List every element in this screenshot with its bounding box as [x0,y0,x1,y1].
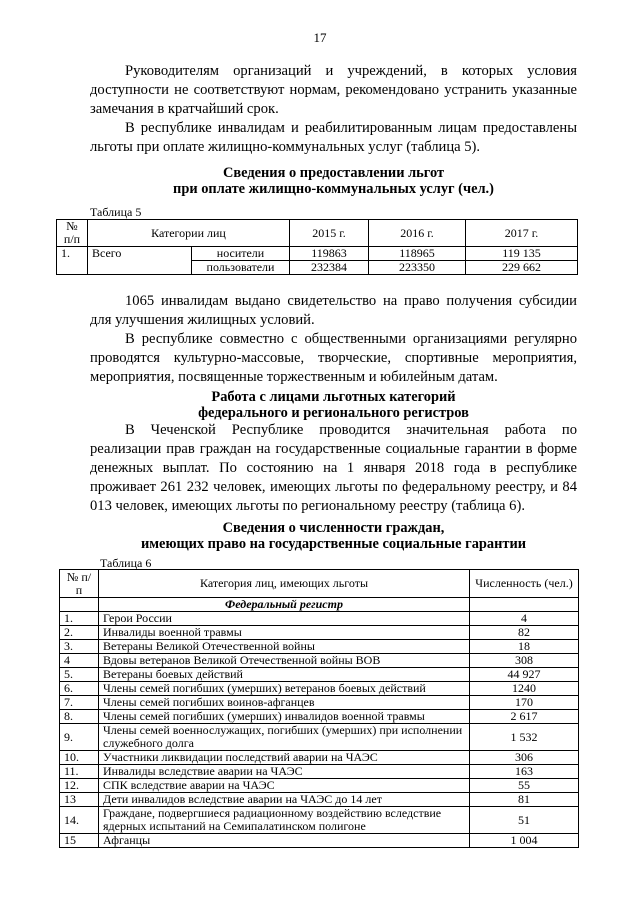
table-cell: 51 [470,807,579,834]
table-row [60,626,579,640]
table-cell: 11. [60,765,99,779]
table-cell: 4 [470,612,579,626]
intro-text [90,62,577,157]
table-row [60,682,579,696]
table-cell: Члены семей военнослужащих, погибших (умерших) при исполнении служебного долга [99,724,470,751]
table-cell: Ветераны Великой Отечественной войны [99,640,470,654]
table-cell: 81 [470,793,579,807]
table-cell: 10. [60,751,99,765]
table-cell: 1. [57,247,88,275]
table-cell: 14. [60,807,99,834]
table-cell: 7. [60,696,99,710]
table-row [60,834,579,848]
table-row [60,765,579,779]
table-cell: 119 135 [466,247,578,261]
table-cell: 13 [60,793,99,807]
table-cell: 118965 [369,247,466,261]
table-cell: Граждане, подвергшиеся радиационному воздействию вследствие ядерных испытаний на Семипалатинском полигоне [99,807,470,834]
table-cell: Инвалиды военной травмы [99,626,470,640]
table-cell: 55 [470,779,579,793]
table-caption: Таблица 6 [100,556,152,570]
heading-line: при оплате жилищно-коммунальных услуг (чел.) [173,181,494,197]
table-cell: Герои России [99,612,470,626]
table-row [60,793,579,807]
table-cell: 229 662 [466,261,578,275]
empty-cell [470,598,579,612]
table-cell: 1240 [470,682,579,696]
header-cell: Категория лиц, имеющих льготы [99,570,470,598]
heading-line: федерального и регионального регистров [198,405,469,421]
table-cell: 1 532 [470,724,579,751]
paragraph: В республике инвалидам и реабилитированным лицам предоставлены льготы при оплате жилищно-коммунальных услуг (таблица 5). [90,120,577,155]
heading-line: Работа с лицами льготных категорий [211,389,456,405]
header-cell: 2016 г. [369,220,466,247]
table-cell: 119863 [290,247,369,261]
body-text [90,421,577,516]
table-row [57,247,578,261]
table-caption: Таблица 5 [90,205,142,219]
header-cell: Численность (чел.) [470,570,579,598]
table-cell: 308 [470,654,579,668]
table-cell: Вдовы ветеранов Великой Отечественной войны ВОВ [99,654,470,668]
middle-text [90,292,577,387]
table-cell: Члены семей погибших (умерших) ветеранов боевых действий [99,682,470,696]
paragraph: 1065 инвалидам выдано свидетельство на право получения субсидии для улучшения жилищных условий. [90,293,577,328]
section-heading [90,389,577,421]
table-5 [56,219,578,275]
header-cell: № п/п [60,570,99,598]
table-cell: СПК вследствие аварии на ЧАЭС [99,779,470,793]
paragraph: В республике совместно с общественными организациями регулярно проводятся культурно-массовые, творческие, спортивные мероприятия, мероприятия, посвященные торжественным и юбилейным датам. [90,331,577,385]
table-cell: 44 927 [470,668,579,682]
table-cell: Члены семей погибших воинов-афганцев [99,696,470,710]
table-cell: 4 [60,654,99,668]
table-row [60,807,579,834]
table-cell: Афганцы [99,834,470,848]
table-cell: Ветераны боевых действий [99,668,470,682]
table-cell: Всего [88,247,192,275]
table-cell: 223350 [369,261,466,275]
table-cell: Дети инвалидов вследствие аварии на ЧАЭС до 14 лет [99,793,470,807]
table-row [60,710,579,724]
table-cell: 5. [60,668,99,682]
header-cell: № п/п [57,220,88,247]
table-cell: 163 [470,765,579,779]
table-cell: 12. [60,779,99,793]
paragraph: Руководителям организаций и учреждений, в которых условия доступности не соответствуют нормам, рекомендовано устранить указанные замечания в кратчайший срок. [90,63,577,117]
table-row [60,724,579,751]
table-cell: Члены семей погибших (умерших) инвалидов военной травмы [99,710,470,724]
table-cell: 1 004 [470,834,579,848]
table-cell: 2. [60,626,99,640]
header-cell: 2017 г. [466,220,578,247]
heading-line: Сведения о предоставлении льгот [222,165,445,181]
table-row [60,640,579,654]
table-row [60,751,579,765]
table-row [60,696,579,710]
federal-register-subheader: Федеральный регистр [99,598,470,612]
table-cell: 2 617 [470,710,579,724]
table-cell: 3. [60,640,99,654]
table-cell: пользователи [192,261,290,275]
table-cell: Участники ликвидации последствий аварии на ЧАЭС [99,751,470,765]
table-cell: 1. [60,612,99,626]
table-row [60,654,579,668]
heading-line: имеющих право на государственные социальные гарантии [140,536,527,552]
table-cell: 8. [60,710,99,724]
table-row [60,668,579,682]
table-row [60,779,579,793]
heading-line: Сведения о численности граждан, [222,520,445,536]
table-cell: 306 [470,751,579,765]
table-cell: 82 [470,626,579,640]
empty-cell [60,598,99,612]
table-cell: 18 [470,640,579,654]
paragraph: В Чеченской Республике проводится значительная работа по реализации прав граждан на государственные социальные гарантии в форме денежных выплат. По состоянию на 1 января 2018 года в республике проживает 261 232 человек, имеющих льготы по федеральному реестру, и 84 013 человек, имеющих льготы по региональному реестру (таблица 6). [90,422,577,514]
section-heading [90,165,577,197]
table-cell: 232384 [290,261,369,275]
table-6 [59,569,579,848]
header-cell: 2015 г. [290,220,369,247]
page-number: 17 [313,30,327,45]
table-cell: 15 [60,834,99,848]
table-cell: 170 [470,696,579,710]
table-cell: Инвалиды вследствие аварии на ЧАЭС [99,765,470,779]
header-cell: Категории лиц [88,220,290,247]
table-cell: 9. [60,724,99,751]
section-heading [90,520,577,552]
table-cell: носители [192,247,290,261]
table-cell: 6. [60,682,99,696]
table-row [60,612,579,626]
